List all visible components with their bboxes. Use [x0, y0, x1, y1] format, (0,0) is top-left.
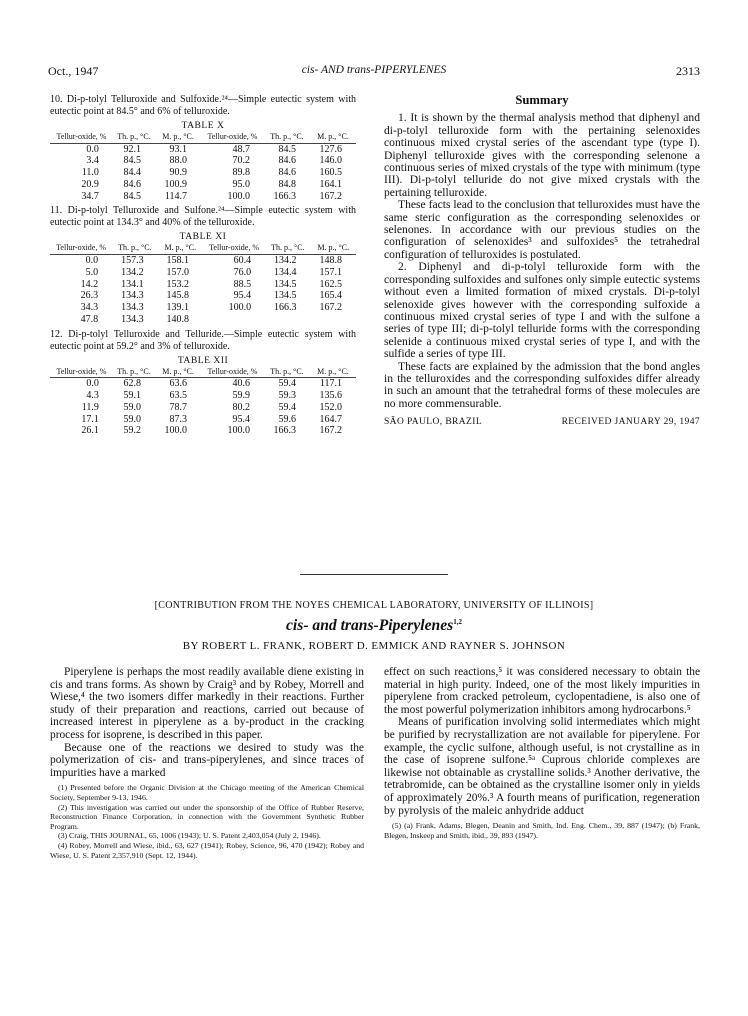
- table-cell: 59.4: [278, 401, 296, 413]
- article-left-paragraph-1: Piperylene is perhaps the most readily available diene existing in cis and trans forms. As shown by Craig³ and by Robey, Morrell and Wiese,⁴ the two isomers differ markedly in their reactions. Further study of their preparation and reactions, carried out because of increased interest in piperylene as a by-product in the cracking process for isoprene, is described in this paper.: [50, 666, 364, 741]
- table-cell: 47.8: [80, 313, 99, 325]
- dateline: [384, 416, 700, 428]
- table-header-cell: Tellur-oxide, %: [201, 133, 264, 143]
- left-column-tables: [50, 94, 356, 437]
- table-cell: 100.0: [227, 425, 250, 437]
- table-header-cell: Th. p., °C.: [264, 368, 310, 378]
- table-header-cell: Tellur-oxide, %: [50, 133, 113, 143]
- table-cell: 135.6: [319, 390, 342, 402]
- summary-heading: Summary: [515, 93, 569, 107]
- table-cell: 165.4: [319, 290, 342, 302]
- table-cell: 3.4: [86, 155, 99, 167]
- table-cell: 59.4: [278, 378, 296, 390]
- table-cell: 95.4: [232, 413, 250, 425]
- table-cell: 48.7: [232, 143, 250, 155]
- table-cell: 59.9: [232, 390, 250, 402]
- table-header-cell: M. p., °C.: [311, 244, 356, 254]
- table-cell: 59.1: [123, 390, 142, 402]
- section-12-text: 12. Di-p-tolyl Telluroxide and Telluride.—Simple eutectic system with eutectic point at 59.2° and 3% of telluroxide.: [50, 328, 356, 352]
- article-authors: BY ROBERT L. FRANK, ROBERT D. EMMICK AND RAYNER S. JOHNSON: [182, 640, 566, 652]
- table-12-caption: TABLE XII: [177, 354, 229, 366]
- table-10-caption: TABLE X: [181, 120, 225, 131]
- table-cell: 87.3: [169, 413, 188, 425]
- table-cell: 166.3: [274, 302, 297, 314]
- table-cell: 63.5: [169, 390, 188, 402]
- footnotes-left: [50, 783, 364, 860]
- article-right-column: [384, 666, 700, 840]
- article-left-paragraph-2: Because one of the reactions we desired to study was the polymerization of cis- and trans-piperylenes, and since traces of impurities have a marked: [50, 741, 364, 779]
- table-cell: 134.5: [274, 290, 297, 302]
- table-cell: 60.4: [233, 254, 252, 266]
- table-cell: 84.5: [278, 143, 296, 155]
- table-row: [50, 279, 356, 291]
- table-header-cell: Tellur-oxide, %: [203, 244, 265, 254]
- dateline-place: SÃO PAULO, BRAZIL: [384, 417, 483, 428]
- table-row: [50, 378, 356, 390]
- table-cell: 134.2: [121, 266, 144, 278]
- table-cell: 134.3: [121, 313, 144, 325]
- table-cell: 59.2: [123, 425, 142, 437]
- table-header-cell: M. p., °C.: [158, 244, 203, 254]
- table-cell: 134.3: [121, 290, 144, 302]
- table-cell: 162.5: [319, 278, 342, 290]
- table-row: [50, 267, 356, 279]
- table-cell: 145.8: [166, 290, 189, 302]
- article-left-column: [50, 666, 364, 860]
- table-cell: 100.0: [228, 302, 252, 314]
- table-cell: 26.3: [80, 290, 99, 302]
- table-cell: 63.6: [169, 378, 188, 390]
- table-cell: 40.6: [232, 378, 250, 390]
- table-cell: 89.8: [232, 167, 250, 179]
- table-cell: 84.6: [278, 167, 296, 179]
- table-cell: 59.6: [278, 413, 296, 425]
- table-cell: 100.9: [164, 178, 188, 190]
- table-10: [50, 133, 356, 202]
- header-date: Oct., 1947: [48, 64, 99, 78]
- table-cell: 59.0: [123, 401, 142, 413]
- running-header: [48, 64, 700, 80]
- table-cell: 157.0: [166, 266, 189, 278]
- table-row: [50, 254, 356, 266]
- table-row: [50, 314, 356, 326]
- table-cell: 92.1: [123, 143, 142, 155]
- article-title-text: cis- and trans-Piperylenes: [286, 617, 454, 634]
- summary-column: [384, 94, 700, 429]
- footnote: (1) Presented before the Organic Division at the Chicago meeting of the American Chemical Society, September 9-13, 1946.: [50, 783, 364, 802]
- table-cell: [265, 314, 310, 326]
- table-cell: 14.2: [80, 278, 99, 290]
- table-header-cell: M. p., °C.: [155, 368, 201, 378]
- footnote: (5) (a) Frank, Adams, Blegen, Deanin and Smith, Ind. Eng. Chem., 39, 887 (1947); (b) Frank, Blegen, Inskeep and Smith, ibid., 39, 893 (1947).: [384, 821, 700, 840]
- table-cell: 76.0: [233, 266, 252, 278]
- table-row: [50, 302, 356, 314]
- table-row: [50, 167, 356, 179]
- table-row: [50, 155, 356, 167]
- summary-paragraph-4: These facts are explained by the admission that the bond angles in the telluroxides and the corresponding sulfoxides differ already in such an amount that the tetrahedral forms of these molecules are no more commensurable.: [384, 359, 700, 410]
- footnote: (4) Robey, Morrell and Wiese, ibid., 63, 627 (1941); Robey, Science, 96, 470 (1942); Robey and Wiese, U. S. Patent 2,357,910 (Sept. 12, 1944).: [50, 840, 364, 860]
- table-cell: 59.0: [123, 413, 142, 425]
- table-cell: 84.6: [123, 178, 142, 190]
- table-cell: 34.3: [80, 302, 99, 314]
- table-cell: 62.8: [123, 378, 142, 390]
- article-right-paragraph-1: effect on such reactions,⁵ it was considered necessary to obtain the material in high purity. Indeed, one of the most likely impurities in piperylene from cracked petroleum, cyclopentadiene, is also one of the most powerful polymerization inhibitors among hydrocarbons.⁵: [384, 666, 700, 716]
- table-row: [50, 425, 356, 437]
- table-cell: 167.2: [319, 302, 342, 314]
- table-cell: 164.7: [319, 413, 342, 425]
- table-11: [50, 244, 356, 325]
- footnotes-right: [384, 821, 700, 840]
- table-cell: 167.2: [319, 425, 342, 437]
- table-header-cell: Th. p., °C.: [265, 244, 310, 254]
- table-cell: 100.0: [164, 425, 188, 437]
- dateline-received: RECEIVED JANUARY 29, 1947: [561, 417, 700, 428]
- table-row: [50, 414, 356, 426]
- table-cell: 157.1: [319, 266, 342, 278]
- table-cell: 78.7: [169, 401, 188, 413]
- table-cell: 134.2: [274, 254, 297, 266]
- table-cell: 100.0: [227, 190, 250, 202]
- table-cell: 88.5: [233, 278, 252, 290]
- table-cell: 84.5: [123, 190, 142, 202]
- section-11-text: 11. Di-p-tolyl Telluroxide and Sulfone.²⁴—Simple eutectic system with eutectic point at 134.3° and 40% of the telluroxide.: [50, 205, 356, 229]
- table-cell: 164.1: [319, 178, 342, 190]
- contribution-line: [CONTRIBUTION FROM THE NOYES CHEMICAL LABORATORY, UNIVERSITY OF ILLINOIS]: [154, 600, 594, 611]
- table-cell: 26.1: [81, 425, 99, 437]
- table-header-cell: Th. p., °C.: [113, 133, 155, 143]
- table-cell: 114.7: [164, 190, 188, 202]
- table-header-cell: Th. p., °C.: [264, 133, 310, 143]
- table-cell: 153.2: [166, 278, 189, 290]
- table-cell: 95.4: [233, 290, 252, 302]
- summary-paragraph-1: 1. It is shown by the thermal analysis method that diphenyl and di-p-tolyl telluroxide form with the pertaining selenoxides continuous mixed crystal series of the ascendant type (type I). Diphenyl telluroxide gives with the corresponding selenone a continuous series of mixed crystals of the type with minimum (type III). Di-p-tolyl telluride do not give mixed crystals with the pertaining telluroxide.: [384, 111, 700, 199]
- table-cell: 17.1: [81, 413, 99, 425]
- table-cell: [203, 314, 265, 326]
- table-11-caption: TABLE XI: [179, 231, 227, 243]
- table-header-cell: Tellur-oxide, %: [50, 244, 112, 254]
- table-row: [50, 143, 356, 155]
- footnote: (3) Craig, THIS JOURNAL, 65, 1006 (1943); U. S. Patent 2,403,054 (July 2, 1946).: [58, 831, 321, 841]
- table-cell: 134.1: [121, 278, 144, 290]
- table-12: [50, 368, 356, 437]
- table-row: [50, 179, 356, 191]
- table-cell: 70.2: [232, 155, 250, 167]
- table-cell: 134.3: [121, 302, 144, 314]
- article-title-footnote-marks: 1,2: [453, 617, 462, 626]
- table-header-cell: M. p., °C.: [155, 133, 201, 143]
- table-cell: 11.9: [81, 401, 99, 413]
- summary-paragraph-2: These facts lead to the conclusion that telluroxides must have the same steric configuration as the corresponding selenoxides or selenones. In accordance with our previous studies on the configuration of selenoxides³ and sulfoxides⁵ the tetrahedral configuration of telluroxides is postulated.: [384, 198, 700, 261]
- header-page-number: 2313: [676, 64, 700, 78]
- section-divider: [300, 574, 448, 575]
- table-cell: 146.0: [319, 155, 342, 167]
- table-row: [50, 402, 356, 414]
- table-cell: 90.9: [169, 167, 188, 179]
- table-cell: 84.5: [123, 155, 142, 167]
- table-cell: 34.7: [81, 190, 99, 202]
- table-header-cell: M. p., °C.: [310, 133, 356, 143]
- table-cell: 80.2: [232, 401, 250, 413]
- table-header-cell: M. p., °C.: [310, 368, 356, 378]
- table-cell: 127.6: [319, 143, 342, 155]
- table-row: [50, 290, 356, 302]
- table-cell: 157.3: [121, 254, 144, 266]
- table-cell: 166.3: [273, 425, 296, 437]
- table-cell: 117.1: [319, 378, 342, 390]
- table-cell: 167.2: [319, 190, 342, 202]
- table-cell: 140.8: [166, 313, 189, 325]
- table-cell: 134.5: [274, 278, 297, 290]
- section-10-text: 10. Di-p-tolyl Telluroxide and Sulfoxide.²⁴—Simple eutectic system with eutectic point at 84.5° and 6% of telluroxide.: [50, 94, 356, 117]
- table-cell: 5.0: [85, 266, 99, 278]
- table-cell: 0.0: [86, 378, 99, 390]
- table-cell: 4.3: [86, 390, 99, 402]
- table-row: [50, 390, 356, 402]
- table-cell: 93.1: [169, 143, 188, 155]
- table-cell: 134.4: [274, 266, 297, 278]
- table-cell: 0.0: [85, 254, 99, 266]
- table-cell: 20.9: [81, 178, 99, 190]
- table-cell: 0.0: [86, 143, 99, 155]
- table-cell: 152.0: [319, 401, 342, 413]
- table-cell: 88.0: [169, 155, 188, 167]
- table-cell: 148.8: [319, 254, 342, 266]
- table-cell: 158.1: [166, 254, 189, 266]
- table-cell: 139.1: [166, 302, 189, 314]
- table-row: [50, 191, 356, 203]
- article-title: [48, 617, 700, 635]
- table-cell: [311, 314, 356, 326]
- summary-paragraph-3: 2. Diphenyl and di-p-tolyl telluroxide form with the corresponding sulfoxides and sulfones only simple eutectic systems without even a limited formation of mixed crystals. Di-p-tolyl selenoxide gives however with the corresponding sulfoxide a continuous mixed crystal series of type I and with the sulfone a series of type III; di-p-tolyl telluride forms with the corresponding selenide a continuous mixed crystal series of type I, and with the sulfide a series of type III.: [384, 260, 700, 361]
- table-cell: 59.3: [278, 390, 296, 402]
- table-header-cell: Tellur-oxide, %: [201, 368, 264, 378]
- footnote: (2) This investigation was carried out under the sponsorship of the Office of Rubber Reserve, Reconstruction Finance Corporation, in connection with the Government Synthetic Rubber Program.: [50, 802, 364, 831]
- table-cell: 166.3: [273, 190, 296, 202]
- table-cell: 84.4: [123, 167, 142, 179]
- table-cell: 84.6: [278, 155, 296, 167]
- table-header-cell: Th. p., °C.: [112, 244, 157, 254]
- table-cell: 84.8: [278, 178, 296, 190]
- table-cell: 11.0: [81, 167, 99, 179]
- article-right-paragraph-2: Means of purification involving solid intermediates which might be purified by recrystallization are not available for piperylene. For example, the cyclic sulfone, although useful, is not crystalline as in the case of isoprene sulfone.⁵ᵃ Cuprous chloride complexes are likewise not obtainable as crystalline solids.³ Another derivative, the tetrabromide, can be obtained as the crystalline isomer only in yields of approximately 20%.³ A fourth means of purification, regeneration by pyrolysis of the maleic anhydride adduct: [384, 716, 700, 817]
- table-header-cell: Th. p., °C.: [113, 368, 155, 378]
- header-running-title: cis- AND trans-PIPERYLENES: [301, 64, 447, 76]
- table-header-cell: Tellur-oxide, %: [50, 368, 113, 378]
- table-cell: 95.0: [232, 178, 250, 190]
- table-cell: 160.5: [319, 167, 342, 179]
